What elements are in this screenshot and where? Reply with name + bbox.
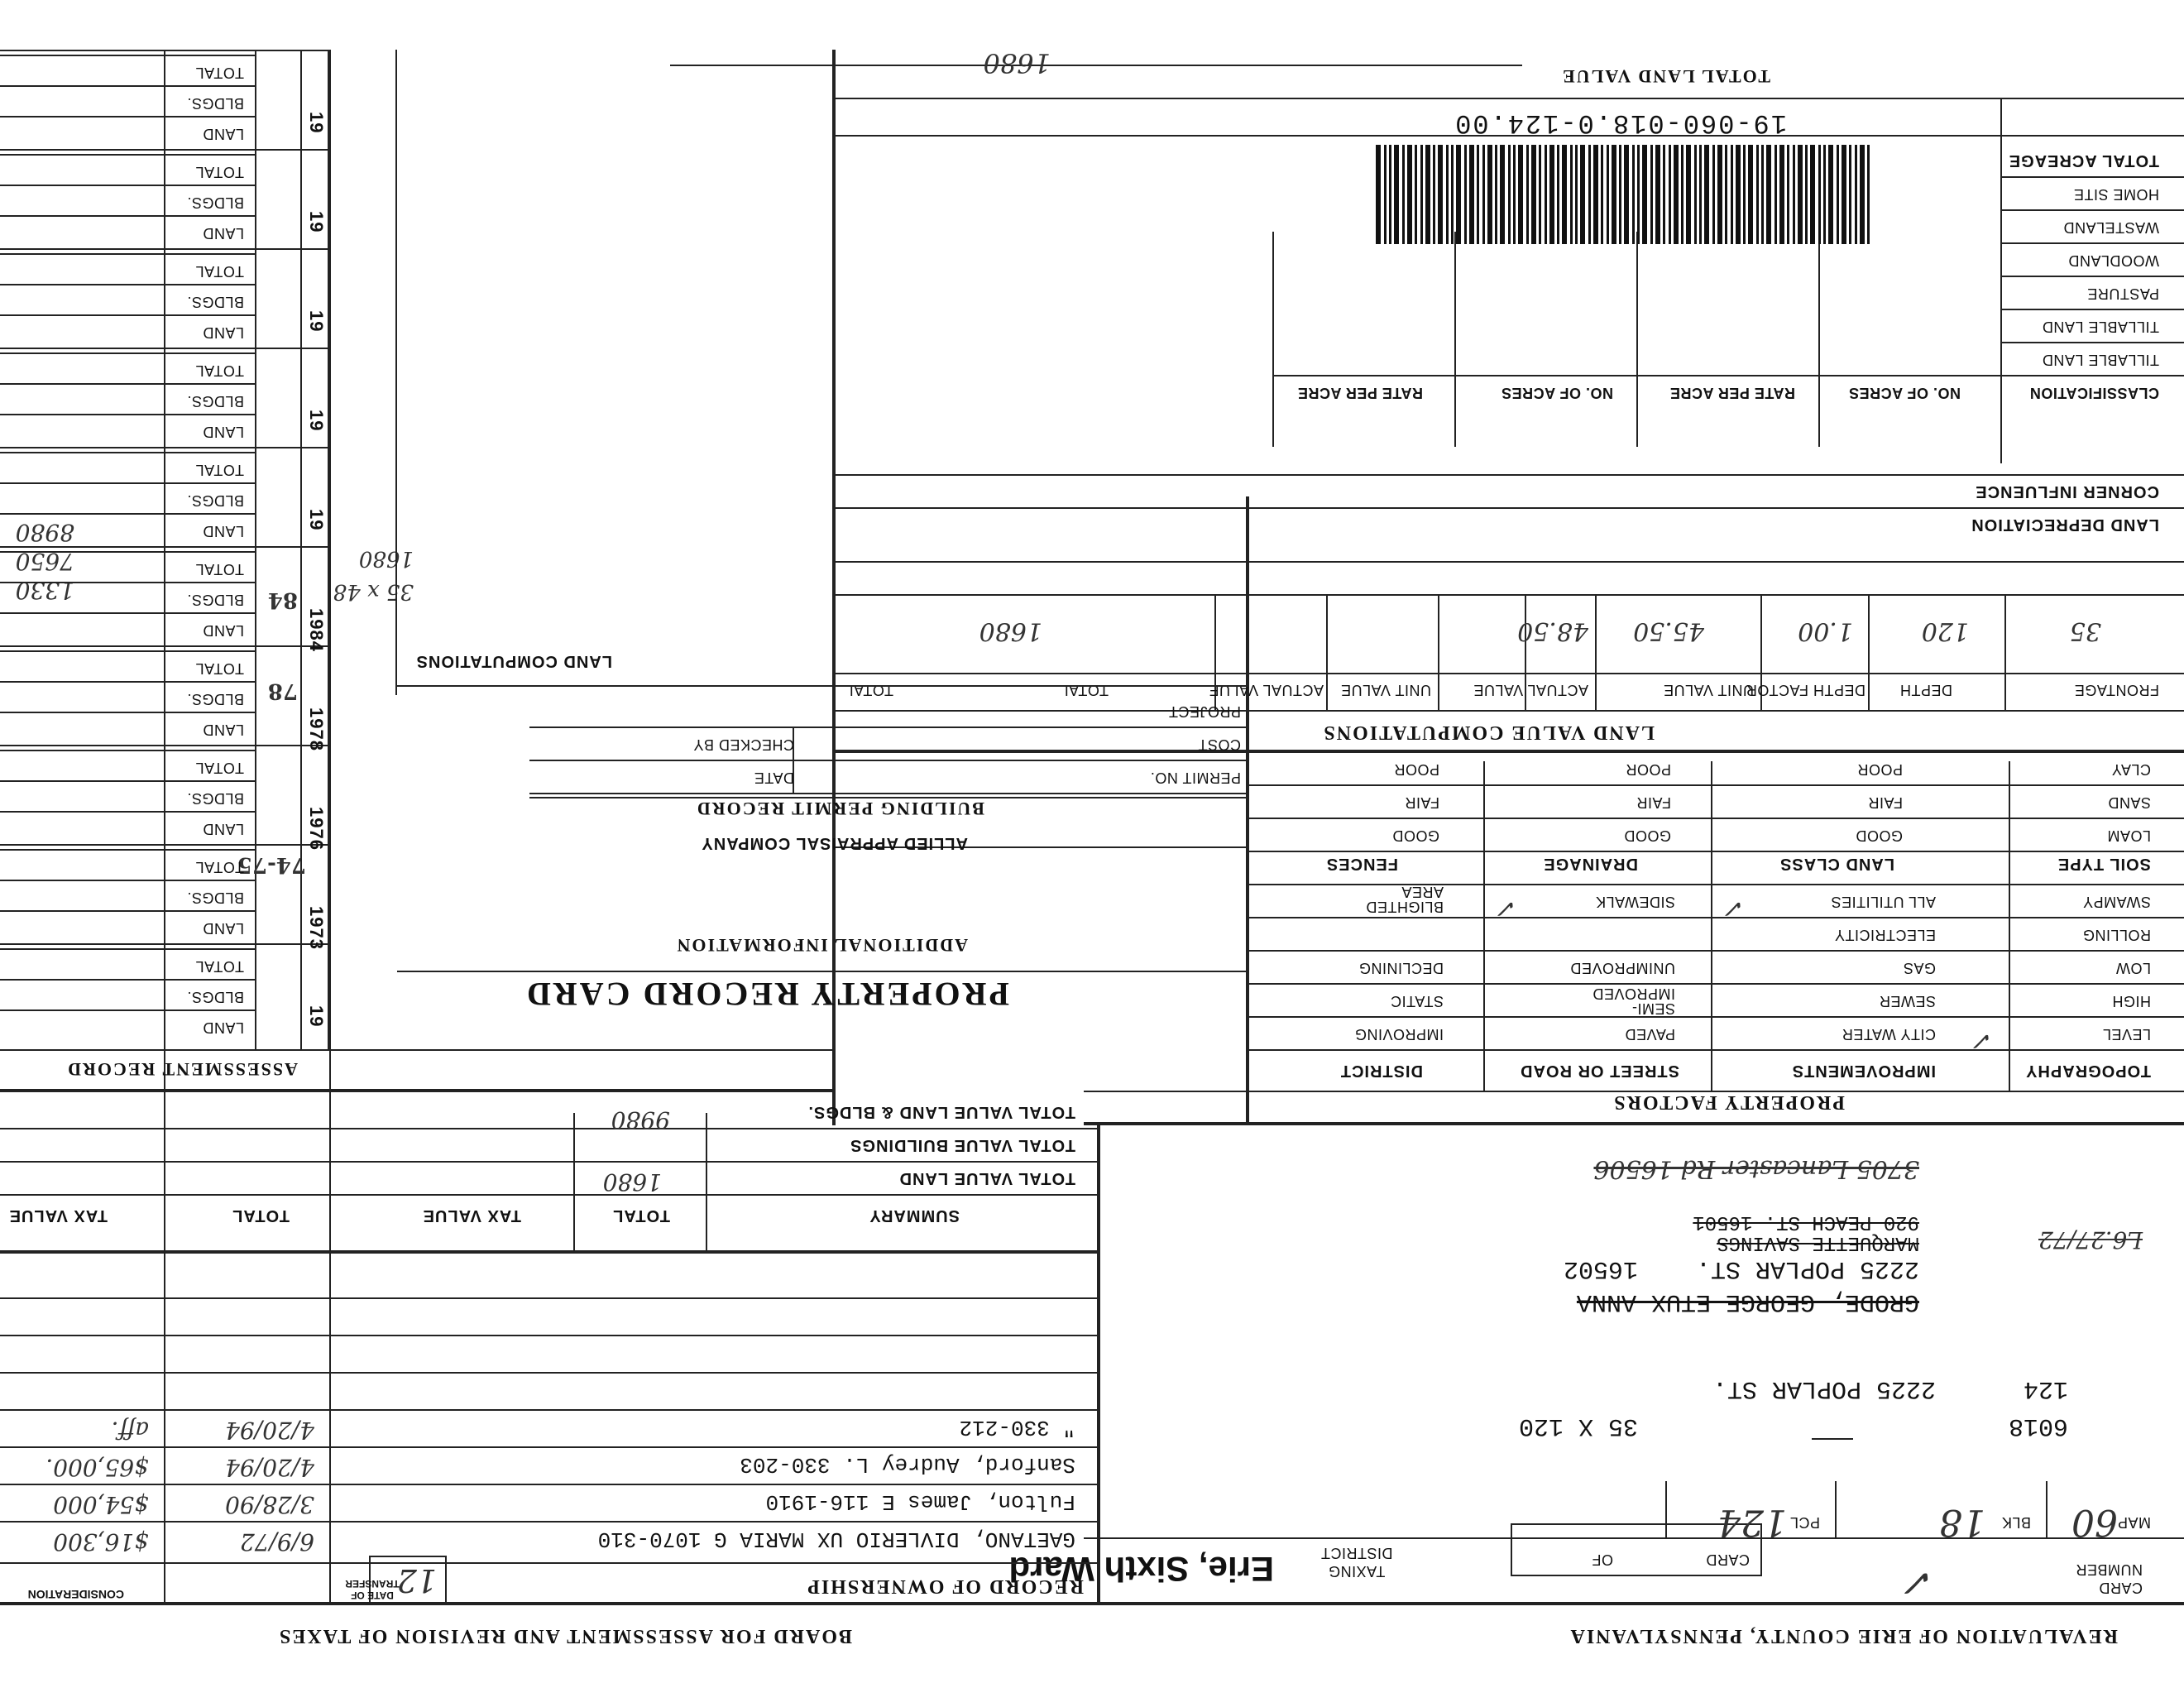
assessment-label-9-2: BLDGS. bbox=[186, 194, 244, 211]
assessment-label-2-3: TOTAL bbox=[195, 859, 244, 875]
assessment-label-8-1: LAND bbox=[202, 324, 244, 341]
map-value: 60 bbox=[2071, 1501, 2118, 1543]
addr-line1-dim: 35 X 120 bbox=[1518, 1412, 1638, 1440]
fence-poor: POOR bbox=[1393, 761, 1439, 778]
property-factors-title: PROPERTY FACTORS bbox=[1612, 1091, 1845, 1113]
pf-low: LOW bbox=[2115, 960, 2151, 976]
lv-actual-value: ACTUAL VALUE bbox=[1473, 682, 1588, 698]
addr-line1-num: 6018 bbox=[2008, 1412, 2068, 1440]
rate-per-acre-header-2: RATE PER ACRE bbox=[1297, 385, 1423, 401]
lv-unit-value: UNIT VALUE bbox=[1663, 682, 1754, 698]
assess-note-2: 78 bbox=[267, 679, 298, 703]
assessment-label-6-3: TOTAL bbox=[195, 462, 244, 478]
card-label: CARD bbox=[1705, 1551, 1750, 1568]
assessment-record-title: ASSESSMENT RECORD bbox=[66, 1059, 298, 1080]
owner-row-1-name: GAETANO, DIVLERIO UX MARIA G 1070-310 bbox=[597, 1527, 1075, 1551]
consideration-header: CONSIDERATION bbox=[27, 1588, 124, 1601]
summary-land-hand: 1680 bbox=[602, 1168, 662, 1196]
class-tillable-1: TILLABLE LAND bbox=[2042, 352, 2159, 368]
owner-row-3-name: Sanford, Audrey L. 330-203 bbox=[740, 1452, 1075, 1477]
lv-actual-value-2: ACTUAL VALUE bbox=[1208, 682, 1324, 698]
owner-row-4-date: 4/20/94 bbox=[225, 1417, 314, 1444]
pf-header-street: STREET OR ROAD bbox=[1520, 1062, 1679, 1080]
bank-note: L6.27/72 bbox=[2038, 1226, 2143, 1254]
total-land-value-label: TOTAL LAND VALUE bbox=[1561, 66, 1770, 87]
pf-paved: PAVED bbox=[1625, 1026, 1675, 1043]
of-label: OF bbox=[1592, 1551, 1613, 1568]
drain-fair: FAIR bbox=[1636, 794, 1671, 811]
owner-zip: 16502 bbox=[1563, 1254, 1638, 1283]
land-fair: FAIR bbox=[1867, 794, 1903, 811]
pf-declining: DECLINING bbox=[1358, 960, 1444, 976]
assessment-label-9-3: TOTAL bbox=[195, 164, 244, 180]
check-city-water: ✓ bbox=[1972, 1026, 1994, 1055]
assessment-label-2-2: BLDGS. bbox=[186, 890, 244, 906]
owner-row-2-name: Fulton, James E 116-1910 bbox=[765, 1489, 1075, 1514]
pf-sewer: SEWER bbox=[1879, 993, 1936, 1009]
pf-header-topography: TOPOGRAPHY bbox=[2025, 1062, 2151, 1080]
check-sidewalk: ✓ bbox=[1497, 894, 1518, 923]
class-home-site: HOME SITE bbox=[2073, 186, 2159, 203]
permit-checked-by: CHECKED BY bbox=[692, 736, 794, 753]
summary-total-header-2: TOTAL bbox=[232, 1206, 290, 1225]
pf-sidewalk: SIDEWALK bbox=[1595, 894, 1675, 910]
assessment-year-5: 1984 bbox=[306, 608, 327, 652]
assessment-label-4-3: TOTAL bbox=[195, 660, 244, 677]
pf-electricity: ELECTRICITY bbox=[1834, 927, 1936, 943]
assessment-year-4: 1978 bbox=[306, 707, 327, 751]
map-row-rule bbox=[1084, 1537, 2184, 1539]
pf-semi-improved: SEMI-IMPROVED bbox=[1592, 985, 1675, 1017]
pf-swampy: SWAMPY bbox=[2082, 894, 2151, 910]
total-land-value-hand: 1680 bbox=[983, 47, 1051, 79]
lv-frontage-value: 35 bbox=[2069, 616, 2101, 645]
assessment-year-2: 1973 bbox=[306, 906, 327, 950]
assessment-year-1: 19 bbox=[306, 1005, 327, 1028]
drain-good: GOOD bbox=[1623, 827, 1671, 844]
pf-all-utilities: ALL UTILITIES bbox=[1831, 894, 1936, 910]
assessment-label-4-1: LAND bbox=[202, 722, 244, 738]
land-comp-hand-1: 35 x 48 bbox=[333, 579, 414, 604]
permit-date: DATE bbox=[754, 770, 794, 786]
lv-depth: DEPTH bbox=[1899, 682, 1952, 698]
assessment-year-7: 19 bbox=[306, 410, 327, 432]
barcode bbox=[1373, 79, 1870, 244]
soil-type-header: SOIL TYPE bbox=[2057, 855, 2151, 873]
assessment-label-7-2: BLDGS. bbox=[186, 393, 244, 410]
assessment-year-6: 19 bbox=[306, 509, 327, 531]
soil-clay: CLAY bbox=[2111, 761, 2151, 778]
soil-sand: SAND bbox=[2107, 794, 2151, 811]
pf-gas: GAS bbox=[1903, 960, 1936, 976]
pf-static: STATIC bbox=[1390, 993, 1444, 1009]
drain-poor: POOR bbox=[1625, 761, 1671, 778]
map-label: MAP bbox=[2117, 1514, 2151, 1531]
classification-header: CLASSIFICATION bbox=[2029, 385, 2159, 401]
date-of-transfer-header: DATE OF TRANSFER bbox=[345, 1578, 400, 1601]
board-title: BOARD FOR ASSESSMENT AND REVISION OF TAXES bbox=[278, 1625, 852, 1647]
assess-hand-total: 8980 bbox=[15, 519, 74, 546]
county-title: REVALUATION OF ERIE COUNTY, PENNSYLVANIA bbox=[1569, 1625, 2118, 1647]
class-pasture: PASTURE bbox=[2086, 285, 2159, 302]
owner-row-3-amount: $65,000. bbox=[46, 1454, 149, 1481]
assessment-label-10-3: TOTAL bbox=[195, 65, 244, 81]
soil-loam: LOAM bbox=[2106, 827, 2151, 844]
land-value-title: LAND VALUE COMPUTATIONS bbox=[1322, 722, 1655, 743]
assessment-label-2-1: LAND bbox=[202, 920, 244, 937]
owner-row-2-date: 3/28/90 bbox=[225, 1491, 314, 1518]
assessment-year-10: 19 bbox=[306, 112, 327, 134]
record-of-ownership-title: RECORD OF OWNERSHIP bbox=[806, 1575, 1084, 1597]
class-woodland: WOODLAND bbox=[2067, 252, 2159, 269]
summary-tax-header: TAX VALUE bbox=[422, 1206, 521, 1225]
assessment-label-9-1: LAND bbox=[202, 225, 244, 242]
owner-addr: 2225 POPLAR ST. bbox=[1695, 1254, 1919, 1283]
pf-city-water: CITY WATER bbox=[1842, 1026, 1936, 1043]
blk-value: 18 bbox=[1939, 1501, 1985, 1543]
card-number-label: CARD NUMBER bbox=[2075, 1561, 2143, 1596]
lv-frontage: FRONTAGE bbox=[2074, 682, 2159, 698]
lv-depth-value: 120 bbox=[1921, 616, 1969, 645]
assess-hand-land: 1330 bbox=[15, 577, 74, 604]
pf-header-improvements: IMPROVEMENTS bbox=[1791, 1062, 1936, 1080]
land-computations-label: LAND COMPUTATIONS bbox=[415, 652, 612, 670]
summary-total-hand: 9980 bbox=[611, 1106, 670, 1134]
class-wasteland: WASTELAND bbox=[2063, 219, 2159, 236]
assessment-label-10-1: LAND bbox=[202, 126, 244, 142]
fences-header: FENCES bbox=[1325, 855, 1398, 873]
bank-addr: 920 PEACH ST. 16501 bbox=[1693, 1211, 1919, 1233]
land-poor: POOR bbox=[1856, 761, 1903, 778]
top-rule bbox=[0, 1602, 2184, 1605]
assessment-label-10-2: BLDGS. bbox=[186, 95, 244, 112]
owner-row-3-date: 4/20/94 bbox=[225, 1454, 314, 1481]
class-tillable-2: TILLABLE LAND bbox=[2042, 319, 2159, 335]
owner-struck: GRODE, GEORGE ETUX ANNA bbox=[1576, 1288, 1919, 1316]
lv-unit-value-2: UNIT VALUE bbox=[1340, 682, 1431, 698]
assess-note-3: 84 bbox=[267, 587, 298, 612]
assessment-year-3: 1976 bbox=[306, 807, 327, 851]
assessment-label-5-3: TOTAL bbox=[195, 561, 244, 578]
assess-note-1: 74-75 bbox=[237, 852, 306, 877]
summary-title: SUMMARY bbox=[869, 1206, 960, 1225]
bank-name: MARQUETTE SAVINGS bbox=[1717, 1231, 1919, 1254]
assessment-label-3-2: BLDGS. bbox=[186, 790, 244, 807]
land-class-header: LAND CLASS bbox=[1779, 855, 1894, 873]
allied-appraisal: ALLIED APPRAISAL COMPANY bbox=[701, 834, 968, 852]
card-check-mark: ✓ bbox=[1904, 1561, 1936, 1605]
class-total-acreage: TOTAL ACREAGE bbox=[2008, 151, 2159, 170]
pf-blighted-area: BLIGHTED AREA bbox=[1365, 884, 1444, 915]
assessment-label-1-1: LAND bbox=[202, 1019, 244, 1036]
addr-line2-num: 124 bbox=[2023, 1374, 2068, 1403]
lv-total-2: TOTAL bbox=[845, 682, 893, 698]
addr-line2-street: 2225 POPLAR ST. bbox=[1712, 1374, 1936, 1403]
blk-label: BLK bbox=[2001, 1514, 2031, 1531]
no-of-acres-header-2: NO. OF ACRES bbox=[1501, 385, 1613, 401]
permit-project: PROJECT bbox=[1168, 703, 1241, 720]
pf-high: HIGH bbox=[2112, 993, 2151, 1009]
assess-hand-bldgs: 7650 bbox=[15, 548, 74, 575]
taxing-district-label: TAXING DISTRICT bbox=[1320, 1545, 1393, 1580]
assessment-label-6-2: BLDGS. bbox=[186, 492, 244, 509]
pf-improving: IMPROVING bbox=[1354, 1026, 1444, 1043]
assessment-label-3-3: TOTAL bbox=[195, 760, 244, 776]
owner-row-1-amount: $16,300 bbox=[53, 1528, 149, 1556]
pf-unimproved: UNIMPROVED bbox=[1569, 960, 1675, 976]
corner-influence-label: CORNER INFLUENCE bbox=[1975, 482, 2159, 501]
assessment-year-8: 19 bbox=[306, 310, 327, 333]
lv-total-value: 1680 bbox=[979, 616, 1042, 645]
taxing-district-value: Erie, Sixth Ward bbox=[1008, 1550, 1274, 1589]
pf-rolling: ROLLING bbox=[2082, 927, 2151, 943]
lv-unit-value-value: 45.50 bbox=[1633, 616, 1704, 645]
lv-actual-value-value: 48.50 bbox=[1517, 616, 1588, 645]
assessment-label-3-1: LAND bbox=[202, 821, 244, 837]
old-address: 3705 Lancaster Rd 16506 bbox=[1593, 1154, 1919, 1183]
permit-cost: COST bbox=[1197, 736, 1241, 753]
assessment-label-1-2: BLDGS. bbox=[186, 989, 244, 1005]
summary-row-total: TOTAL VALUE LAND & BLDGS. bbox=[807, 1103, 1075, 1121]
fence-fair: FAIR bbox=[1404, 794, 1439, 811]
summary-row-buildings: TOTAL VALUE BUILDINGS bbox=[850, 1136, 1075, 1154]
assessment-label-5-2: BLDGS. bbox=[186, 592, 244, 608]
assessment-label-8-2: BLDGS. bbox=[186, 294, 244, 310]
pcl-label: PCL bbox=[1789, 1514, 1820, 1531]
land-comp-hand-2: 1680 bbox=[358, 546, 414, 571]
summary-tax-header-2: TAX VALUE bbox=[8, 1206, 108, 1225]
land-depreciation-label: LAND DEPRECIATION bbox=[1971, 516, 2159, 534]
rate-per-acre-header: RATE PER ACRE bbox=[1669, 385, 1795, 401]
summary-row-land: TOTAL VALUE LAND bbox=[898, 1169, 1075, 1187]
additional-information: ADDITIONAL INFORMATION bbox=[675, 935, 968, 956]
no-of-acres-header: NO. OF ACRES bbox=[1848, 385, 1961, 401]
assessment-label-6-1: LAND bbox=[202, 523, 244, 539]
owner-row-4-amount: aff. bbox=[111, 1417, 149, 1444]
assessment-label-1-3: TOTAL bbox=[195, 958, 244, 975]
pf-header-district: DISTRICT bbox=[1339, 1062, 1423, 1080]
check-all-utilities: ✓ bbox=[1724, 894, 1746, 923]
owner-row-4-name: " 330-212 bbox=[959, 1415, 1075, 1440]
owner-row-1-date: 6/9/72 bbox=[239, 1528, 314, 1556]
lv-depth-factor-value: 1.00 bbox=[1798, 616, 1853, 645]
stamped-number: 12 bbox=[396, 1562, 437, 1599]
owner-row-2-amount: $54,000 bbox=[53, 1491, 149, 1518]
summary-total-header: TOTAL bbox=[612, 1206, 670, 1225]
pf-level: LEVEL bbox=[2102, 1026, 2151, 1043]
pcl-value: 124 bbox=[1717, 1501, 1787, 1543]
assessment-year-9: 19 bbox=[306, 211, 327, 233]
barcode-bars bbox=[1373, 145, 1870, 244]
property-record-card-title: PROPERTY RECORD CARD bbox=[524, 976, 1009, 1013]
assessment-label-4-2: BLDGS. bbox=[186, 691, 244, 707]
permit-no: PERMIT NO. bbox=[1150, 770, 1241, 786]
lv-depth-factor: DEPTH FACTOR bbox=[1746, 682, 1866, 698]
lv-total: TOTAL bbox=[1060, 682, 1109, 698]
assessment-label-7-1: LAND bbox=[202, 424, 244, 440]
land-good: GOOD bbox=[1855, 827, 1903, 844]
fence-good: GOOD bbox=[1391, 827, 1439, 844]
assessment-label-8-3: TOTAL bbox=[195, 263, 244, 280]
drainage-header: DRAINAGE bbox=[1543, 855, 1638, 873]
assessment-label-5-1: LAND bbox=[202, 622, 244, 639]
barcode-text: 19-060-018.0-124.00 bbox=[1454, 108, 1787, 138]
building-permit-record: BUILDING PERMIT RECORD bbox=[695, 798, 984, 819]
assessment-label-7-3: TOTAL bbox=[195, 362, 244, 379]
